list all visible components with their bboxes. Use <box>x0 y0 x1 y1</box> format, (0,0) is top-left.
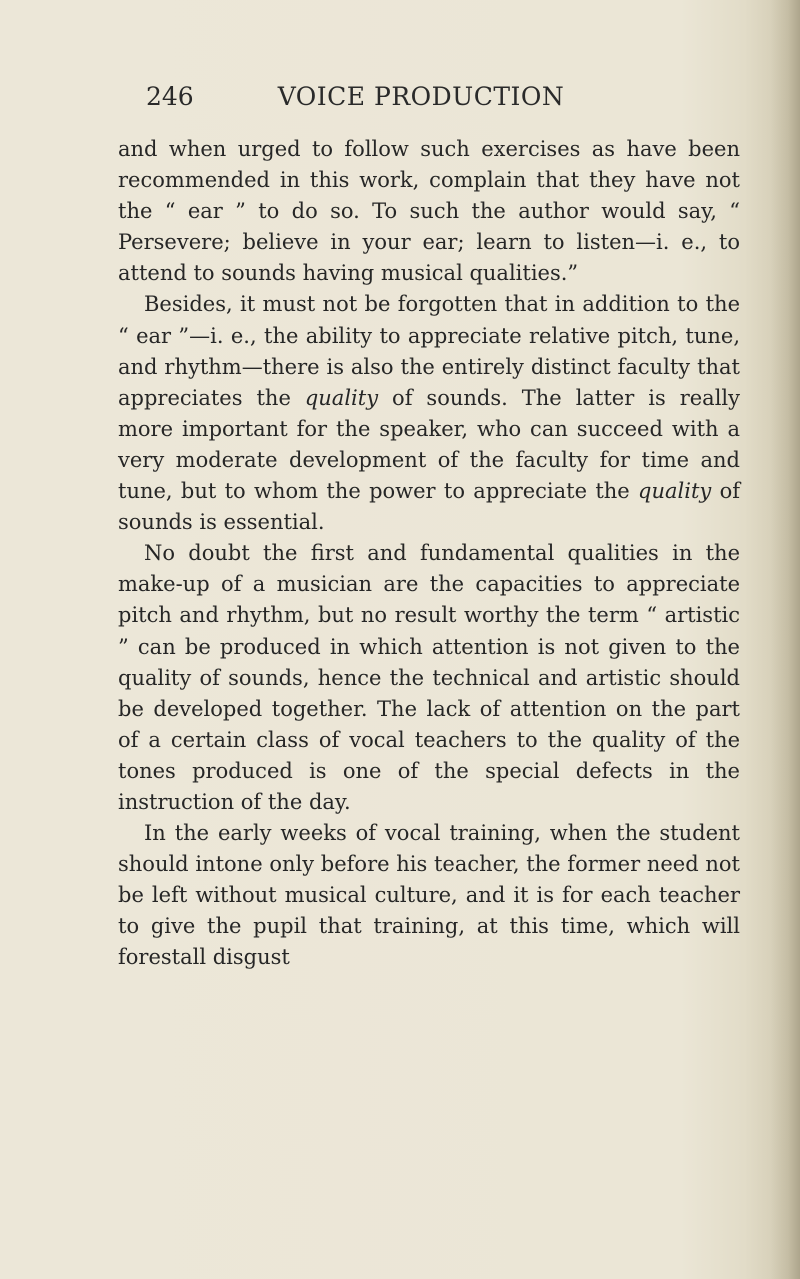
paragraph: and when urged to follow such exercises as have been recommended in this work, complain that they have not the “ ear ” to do so. To such the author would say, “ Persevere; believe in your ear; learn to listen—i. e., to attend to sounds having musical qualities.” <box>118 137 740 286</box>
paragraph: In the early weeks of vocal training, when the student should intone only before his teacher, the former need not be left without musical culture, and it is for each teacher to give the pupil that training, at this time, which will forestall disgust <box>118 821 740 970</box>
running-head: VOICE PRODUCTION <box>277 82 565 111</box>
page-edge-shadow <box>770 0 800 1279</box>
text-run: Besides, it must not be forgotten that in addition to the “ ear ”—i. e., the ability to appreciate relative pitch, tune, and rhythm—there is also the entirely distinct faculty that appreciates the <box>118 292 740 410</box>
page-number: 246 <box>146 82 194 111</box>
text-run: of sounds is essential. <box>118 479 741 535</box>
paragraph <box>118 289 740 538</box>
page-header <box>146 82 656 122</box>
text-run: of sounds. The latter is really more important for the speaker, who can succeed with a very moderate development of the faculty for time and tune, but to whom the power to appreciate the <box>118 385 740 504</box>
italic-text: quality <box>638 479 712 504</box>
body-text <box>118 134 740 974</box>
italic-text: quality <box>304 385 379 410</box>
paragraph: No doubt the first and fundamental qualities in the make-up of a musician are the capacities to appreciate pitch and rhythm, but no result worthy the term “ artistic ” can be produced in which attention is not given to the quality of sounds, hence the technical and artistic should be developed together. The lack of attention on the part of a certain class of vocal teachers to the quality of the tones produced is one of the special defects in the instruction of the day. <box>118 541 740 814</box>
